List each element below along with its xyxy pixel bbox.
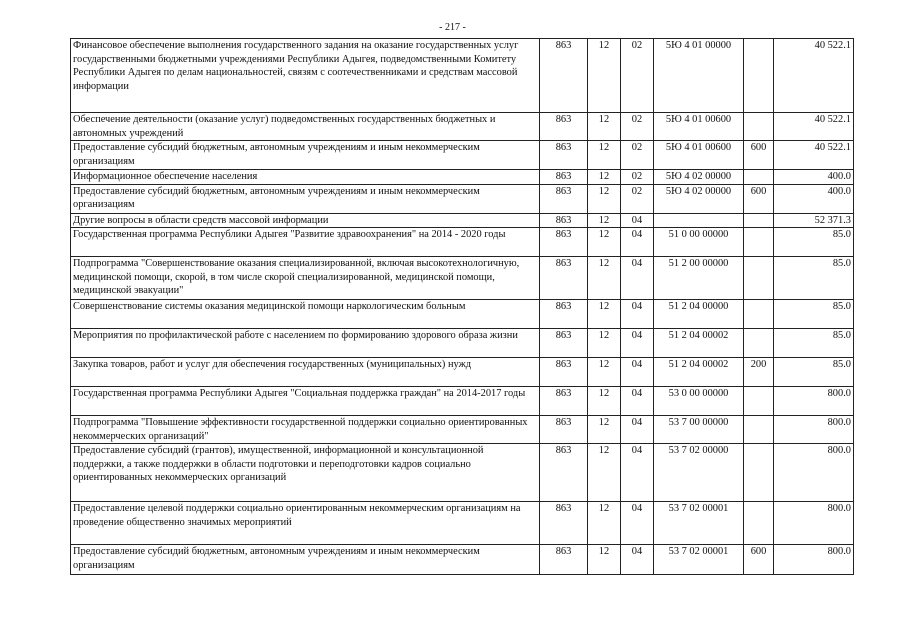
- expense-type: 600: [744, 545, 774, 575]
- ministry-code: 863: [540, 113, 588, 141]
- table-row: [71, 387, 854, 416]
- section-code: 12: [588, 444, 621, 502]
- amount: 40 522.1: [774, 113, 854, 141]
- expense-type: 600: [744, 141, 774, 170]
- subsection-code: 02: [621, 170, 654, 185]
- target-code: 51 2 04 00002: [654, 329, 744, 358]
- row-name: Предоставление субсидий бюджетным, автономным учреждениям и иным некоммерческим организациям: [71, 184, 540, 213]
- row-name: Предоставление субсидий бюджетным, автономным учреждениям и иным некоммерческим организациям: [71, 141, 540, 170]
- table-row: [71, 213, 854, 228]
- section-code: 12: [588, 228, 621, 257]
- section-code: 12: [588, 502, 621, 545]
- subsection-code: 04: [621, 444, 654, 502]
- section-code: 12: [588, 358, 621, 387]
- ministry-code: 863: [540, 387, 588, 416]
- amount: 85.0: [774, 300, 854, 329]
- amount: 40 522.1: [774, 39, 854, 113]
- table-row: [71, 444, 854, 502]
- row-name: Государственная программа Республики Адыгея "Развитие здравоохранения" на 2014 - 2020 годы: [71, 228, 540, 257]
- section-code: 12: [588, 416, 621, 444]
- subsection-code: 02: [621, 184, 654, 213]
- row-name: Мероприятия по профилактической работе с населением по формированию здорового образа жизни: [71, 329, 540, 358]
- expense-type: [744, 416, 774, 444]
- table-row: [71, 39, 854, 113]
- target-code: 53 7 02 00001: [654, 545, 744, 575]
- table-row: [71, 329, 854, 358]
- amount: 800.0: [774, 387, 854, 416]
- ministry-code: 863: [540, 213, 588, 228]
- section-code: 12: [588, 39, 621, 113]
- amount: 85.0: [774, 358, 854, 387]
- expense-type: [744, 170, 774, 185]
- target-code: 5Ю 4 01 00000: [654, 39, 744, 113]
- row-name: Подпрограмма "Повышение эффективности государственной поддержки социально ориентированных некоммерческих организаций": [71, 416, 540, 444]
- table-row: [71, 300, 854, 329]
- row-name: Предоставление субсидий бюджетным, автономным учреждениям и иным некоммерческим организациям: [71, 545, 540, 575]
- ministry-code: 863: [540, 545, 588, 575]
- expense-type: [744, 444, 774, 502]
- target-code: 5Ю 4 02 00000: [654, 170, 744, 185]
- table-row: [71, 228, 854, 257]
- table-row: [71, 184, 854, 213]
- subsection-code: 02: [621, 141, 654, 170]
- target-code: 5Ю 4 01 00600: [654, 113, 744, 141]
- expense-type: [744, 329, 774, 358]
- target-code: 53 7 02 00001: [654, 502, 744, 545]
- expense-type: [744, 113, 774, 141]
- subsection-code: 04: [621, 213, 654, 228]
- subsection-code: 04: [621, 329, 654, 358]
- table-row: [71, 502, 854, 545]
- section-code: 12: [588, 113, 621, 141]
- row-name: Финансовое обеспечение выполнения государственного задания на оказание государственных услуг государственными бюджетными учреждениями Республики Адыгея, подведомственными Комитету Республики Адыгея по делам национальностей, связям с соотечественниками и средствам массовой информации: [71, 39, 540, 113]
- ministry-code: 863: [540, 300, 588, 329]
- amount: 800.0: [774, 502, 854, 545]
- table-row: [71, 170, 854, 185]
- expense-type: [744, 213, 774, 228]
- subsection-code: 02: [621, 39, 654, 113]
- section-code: 12: [588, 387, 621, 416]
- ministry-code: 863: [540, 358, 588, 387]
- row-name: Информационное обеспечение населения: [71, 170, 540, 185]
- expense-type: 600: [744, 184, 774, 213]
- section-code: 12: [588, 170, 621, 185]
- section-code: 12: [588, 141, 621, 170]
- subsection-code: 04: [621, 545, 654, 575]
- ministry-code: 863: [540, 257, 588, 300]
- table-row: [71, 545, 854, 575]
- subsection-code: 02: [621, 113, 654, 141]
- amount: 85.0: [774, 329, 854, 358]
- section-code: 12: [588, 257, 621, 300]
- row-name: Подпрограмма "Совершенствование оказания специализированной, включая высокотехнологичную, медицинской помощи, скорой, в том числе скорой специализированной, медицинской помощи, медицинской эвакуации": [71, 257, 540, 300]
- ministry-code: 863: [540, 502, 588, 545]
- section-code: 12: [588, 329, 621, 358]
- table-row: [71, 358, 854, 387]
- row-name: Предоставление целевой поддержки социально ориентированным некоммерческим организациям на проведение общественно значимых мероприятий: [71, 502, 540, 545]
- ministry-code: 863: [540, 329, 588, 358]
- expense-type: [744, 502, 774, 545]
- ministry-code: 863: [540, 444, 588, 502]
- row-name: Государственная программа Республики Адыгея "Социальная поддержка граждан" на 2014-2017 годы: [71, 387, 540, 416]
- section-code: 12: [588, 300, 621, 329]
- section-code: 12: [588, 213, 621, 228]
- ministry-code: 863: [540, 141, 588, 170]
- target-code: 51 0 00 00000: [654, 228, 744, 257]
- ministry-code: 863: [540, 228, 588, 257]
- target-code: [654, 213, 744, 228]
- expense-type: [744, 257, 774, 300]
- row-name: Закупка товаров, работ и услуг для обеспечения государственных (муниципальных) нужд: [71, 358, 540, 387]
- table-row: [71, 141, 854, 170]
- expense-type: [744, 228, 774, 257]
- ministry-code: 863: [540, 416, 588, 444]
- row-name: Совершенствование системы оказания медицинской помощи наркологическим больным: [71, 300, 540, 329]
- target-code: 53 7 00 00000: [654, 416, 744, 444]
- row-name: Предоставление субсидий (грантов), имущественной, информационной и консультационной поддержки, а также поддержки в области подготовки и переподготовки кадров социально ориентированных некоммерческих организаций: [71, 444, 540, 502]
- amount: 85.0: [774, 257, 854, 300]
- row-name: Обеспечение деятельности (оказание услуг) подведомственных государственных бюджетных и автономных учреждений: [71, 113, 540, 141]
- ministry-code: 863: [540, 170, 588, 185]
- expense-type: [744, 39, 774, 113]
- section-code: 12: [588, 184, 621, 213]
- table-row: [71, 257, 854, 300]
- amount: 800.0: [774, 444, 854, 502]
- subsection-code: 04: [621, 502, 654, 545]
- ministry-code: 863: [540, 184, 588, 213]
- target-code: 5Ю 4 02 00000: [654, 184, 744, 213]
- amount: 800.0: [774, 416, 854, 444]
- target-code: 5Ю 4 01 00600: [654, 141, 744, 170]
- target-code: 53 0 00 00000: [654, 387, 744, 416]
- amount: 40 522.1: [774, 141, 854, 170]
- expense-type: 200: [744, 358, 774, 387]
- subsection-code: 04: [621, 416, 654, 444]
- amount: 85.0: [774, 228, 854, 257]
- table-row: [71, 113, 854, 141]
- target-code: 53 7 02 00000: [654, 444, 744, 502]
- target-code: 51 2 00 00000: [654, 257, 744, 300]
- subsection-code: 04: [621, 257, 654, 300]
- page-number: - 217 -: [439, 22, 466, 33]
- target-code: 51 2 04 00000: [654, 300, 744, 329]
- amount: 400.0: [774, 170, 854, 185]
- amount: 800.0: [774, 545, 854, 575]
- budget-table: [70, 38, 854, 575]
- subsection-code: 04: [621, 387, 654, 416]
- expense-type: [744, 387, 774, 416]
- amount: 52 371.3: [774, 213, 854, 228]
- subsection-code: 04: [621, 300, 654, 329]
- row-name: Другие вопросы в области средств массовой информации: [71, 213, 540, 228]
- expense-type: [744, 300, 774, 329]
- ministry-code: 863: [540, 39, 588, 113]
- subsection-code: 04: [621, 228, 654, 257]
- table-row: [71, 416, 854, 444]
- subsection-code: 04: [621, 358, 654, 387]
- target-code: 51 2 04 00002: [654, 358, 744, 387]
- amount: 400.0: [774, 184, 854, 213]
- section-code: 12: [588, 545, 621, 575]
